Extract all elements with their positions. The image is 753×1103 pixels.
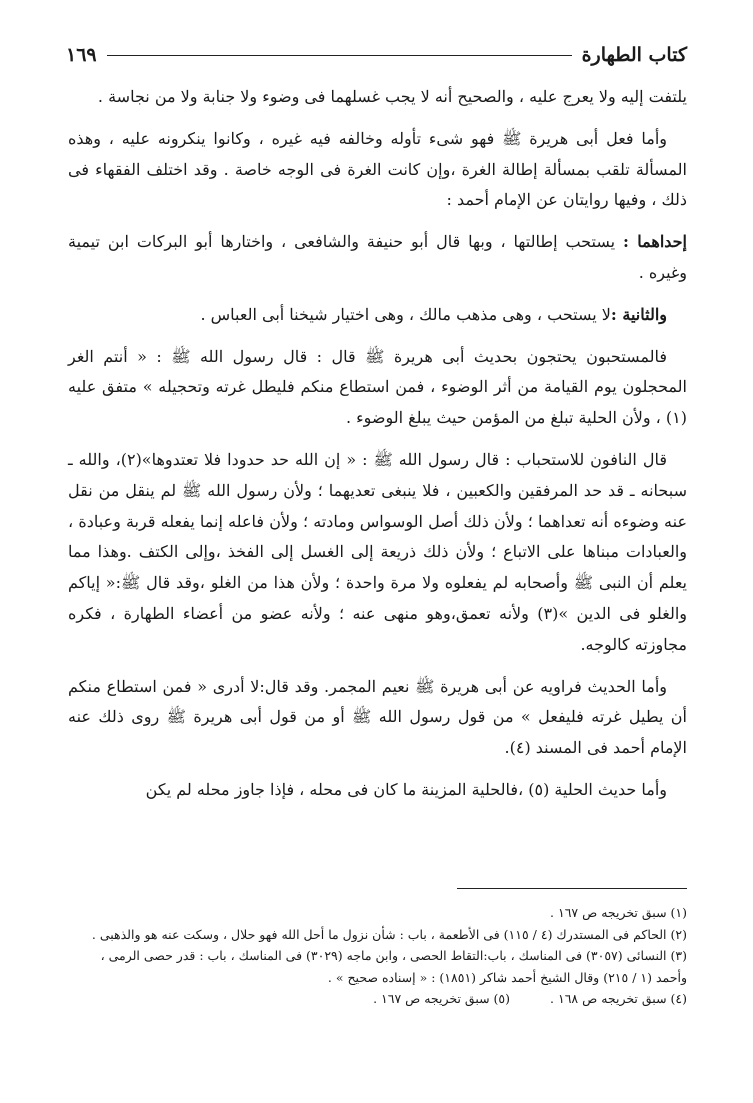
footnote: (٥) سبق تخريجه ص ١٦٧ . [373, 991, 511, 1006]
footnote-row [68, 988, 687, 1010]
footnote: (٣) النسائى (٣٠٥٧) فى المناسك ، باب:التقاط الحصى ، وابن ماجه (٣٠٢٩) فى المناسك ، باب : قدر حصى الرمى ، وأحمد (١ / ٢١٥) وقال الشيخ أحمد شاكر (١٨٥١) : « إسناده صحيح » . [100, 948, 687, 985]
paragraph [68, 445, 687, 661]
footnote: (٢) الحاكم فى المستدرك (٤ / ١١٥) فى الأطعمة ، باب : شأن نزول ما أحل الله فهو حلال ، وسكت عنه هو والذهبى . [91, 926, 687, 942]
paragraph-text: فالمستحبون يحتجون بحديث أبى هريرة ﷺ قال : قال رسول الله ﷺ : « أنتم الغر المحجلون يوم القيامة من أثر الوضوء ، فمن استطاع منكم فليطل غرته وتحجيله » متفق عليه (١) ، ولأن الحلية تبلغ من المؤمن حيث يبلغ الوضوء . [68, 346, 687, 428]
paragraph [68, 300, 687, 331]
paragraph-text: لا يستحب ، وهى مذهب مالك ، وهى اختيار شيخنا أبى العباس . [200, 304, 611, 324]
paragraph-text: يستحب إطالتها ، وبها قال أبو حنيفة والشافعى ، واختارها أبو البركات ابن تيمية وغيره . [68, 232, 687, 282]
paragraph-text: وأما الحديث فراويه عن أبى هريرة ﷺ نعيم المجمر. وقد قال:لا أدرى « فمن استطاع منكم أن يطيل غرته فليفعل » من قول رسول الله ﷺ أو من قول أبى هريرة ﷺ روى ذلك عنه الإمام أحمد فى المسند (٤). [68, 676, 687, 758]
paragraph [68, 775, 687, 806]
paragraph [68, 227, 687, 289]
paragraph-lead: إحداهما : [622, 232, 688, 252]
page-header [66, 40, 687, 70]
footnote-separator [457, 888, 687, 889]
paragraph-text: قال النافون للاستحباب : قال رسول الله ﷺ : « إن الله حد حدودا فلا تعتدوها»(٢)، والله ـ سبحانه ـ قد حد المرفقين والكعبين ، فلا ينبغى تعديهما ؛ ولأن رسول الله ﷺ لم ينقل من نقل عنه وضوءه أنه تعداهما ؛ ولأن ذلك أصل الوسواس ومادته ؛ ولأن فاعله إنما يفعله قربة وعبادة ، والعبادات مبناها على الاتباع ؛ ولأن ذلك ذريعة إلى الغسل إلى الفخذ ،وإلى الكتف .وهذا مما يعلم أن النبى ﷺ وأصحابه لم يفعلوه ولا مرة واحدة ؛ ولأن هذا من الغلو ،وقد قال ﷺ:« إياكم والغلو فى الدين »(٣) ولأنه تعمق،وهو منهى عنه ؛ ولأنه عضو من أعضاء الطهارة ، فكره مجاوزته كالوجه. [68, 449, 687, 654]
paragraph [68, 342, 687, 434]
paragraph [68, 672, 687, 764]
header-rule [107, 55, 572, 56]
paragraph-text: وأما حديث الحلية (٥) ،فالحلية المزينة ما كان فى محله ، فإذا جاوز محله لم يكن [145, 779, 667, 799]
footnotes [68, 902, 687, 1010]
footnote: (٤) سبق تخريجه ص ١٦٨ . [550, 991, 687, 1006]
page-number: ١٦٩ [66, 44, 97, 66]
paragraph [68, 82, 687, 113]
footnote: (١) سبق تخريجه ص ١٦٧ . [550, 905, 687, 920]
paragraph [68, 124, 687, 216]
chapter-title: كتاب الطهارة [581, 44, 687, 66]
main-text [68, 82, 687, 817]
paragraph-lead: والثانية : [610, 304, 667, 324]
paragraph-text: يلتفت إليه ولا يعرج عليه ، والصحيح أنه لا يجب غسلهما فى وضوء ولا جنابة ولا من نجاسة . [97, 87, 687, 106]
paragraph-text: وأما فعل أبى هريرة ﷺ فهو شىء تأوله وخالفه فيه غيره ، وكانوا ينكرونه عليه ، وهذه المسألة تلقب بمسألة إطالة الغرة ،وإن كانت الغرة فى الوجه خاصة . وقد اختلف الفقهاء فى ذلك ، وفيها روايتان عن الإمام أحمد : [68, 128, 687, 210]
